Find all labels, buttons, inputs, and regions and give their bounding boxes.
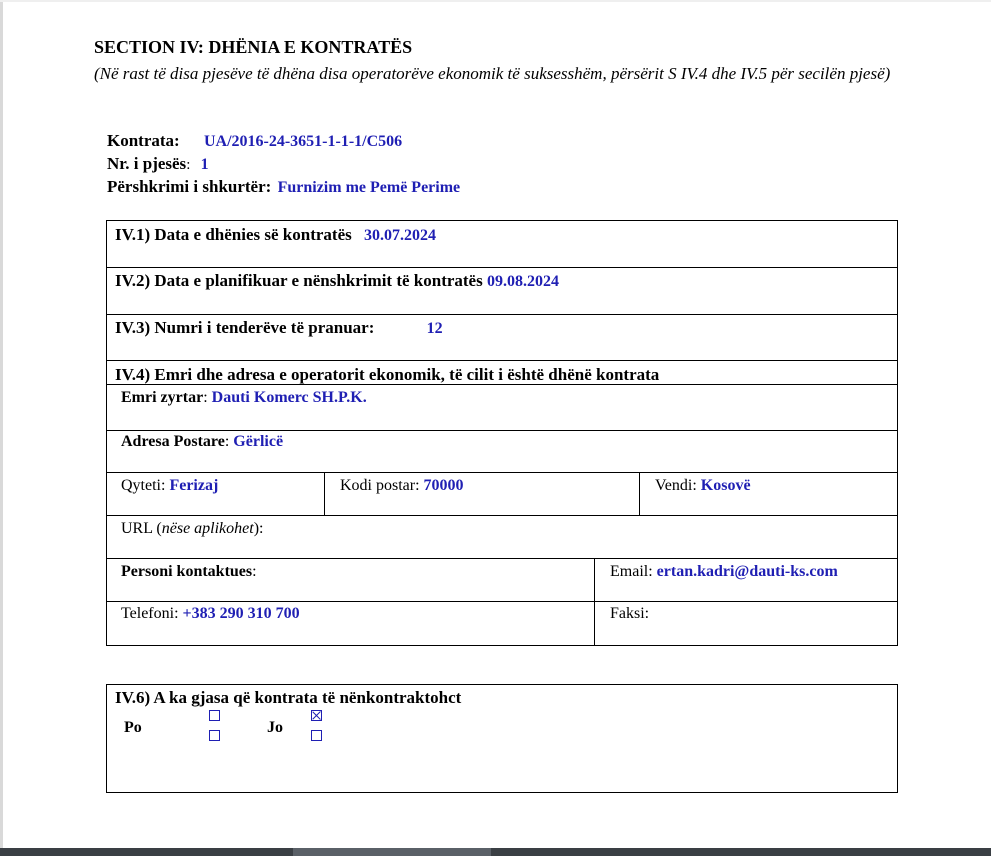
phone-label: Telefoni: bbox=[121, 605, 179, 622]
yes-label: Po bbox=[124, 719, 142, 736]
phone-cell bbox=[121, 605, 300, 623]
divider bbox=[324, 472, 325, 515]
divider bbox=[639, 472, 640, 515]
divider bbox=[594, 558, 595, 646]
postal-address-value: Gërlicë bbox=[233, 433, 284, 450]
iv2-date: 09.08.2024 bbox=[486, 273, 559, 290]
part-label-colon: : bbox=[186, 157, 191, 173]
divider bbox=[106, 515, 898, 516]
official-name-value: Dauti Komerc SH.P.K. bbox=[211, 389, 367, 406]
fax-cell bbox=[610, 605, 649, 623]
official-name-row: Emri zyrtar: Dauti Komerc SH.P.K. bbox=[121, 389, 367, 406]
city-label: Qyteti: bbox=[121, 477, 166, 494]
city-cell bbox=[121, 477, 218, 495]
contract-row bbox=[107, 131, 402, 151]
divider bbox=[106, 558, 898, 559]
url-row bbox=[121, 520, 263, 538]
contact-person-colon: : bbox=[252, 563, 257, 580]
iv2-label: IV.2) Data e planifikuar e nënshkrimit të kontratës bbox=[115, 271, 483, 290]
divider bbox=[106, 601, 898, 602]
page-edge bbox=[0, 0, 3, 856]
yes-checkbox[interactable] bbox=[209, 710, 220, 721]
phone-value: +383 290 310 700 bbox=[182, 605, 300, 622]
divider bbox=[106, 267, 898, 268]
description-value: Furnizim me Pemë Perime bbox=[277, 179, 461, 196]
country-cell bbox=[655, 477, 751, 495]
fax-label: Faksi: bbox=[610, 605, 650, 622]
postal-address-label: Adresa Postare bbox=[121, 433, 225, 450]
postal-address-row: Adresa Postare: Gërlicë bbox=[121, 433, 284, 450]
page-edge-top bbox=[0, 0, 991, 2]
divider bbox=[106, 430, 898, 431]
divider bbox=[106, 472, 898, 473]
section-title: SECTION IV: DHËNIA E KONTRATËS bbox=[94, 37, 413, 57]
url-label-hint: nëse aplikohet bbox=[161, 520, 254, 537]
description-label: Përshkrimi i shkurtër: bbox=[107, 177, 272, 196]
postcode-label: Kodi postar: bbox=[340, 477, 420, 494]
contact-person-label: Personi kontaktues bbox=[121, 563, 253, 580]
city-value: Ferizaj bbox=[169, 477, 219, 494]
divider bbox=[106, 360, 898, 361]
url-label-end: ): bbox=[253, 520, 264, 537]
iv2-row bbox=[115, 271, 559, 291]
iv3-count: 12 bbox=[426, 320, 443, 337]
country-label: Vendi: bbox=[655, 477, 697, 494]
iv1-row bbox=[115, 225, 436, 245]
iv3-label: IV.3) Numri i tenderëve të pranuar: bbox=[115, 318, 375, 337]
contact-person-row bbox=[121, 563, 257, 581]
no-label: Jo bbox=[267, 719, 283, 736]
email-value: ertan.kadri@dauti-ks.com bbox=[656, 563, 838, 580]
official-name-label: Emri zyrtar bbox=[121, 389, 204, 406]
email-label: Email: bbox=[610, 563, 653, 580]
iv3-row bbox=[115, 318, 443, 338]
no-checkbox-secondary[interactable] bbox=[311, 730, 322, 741]
postcode-cell bbox=[340, 477, 464, 495]
part-number: 1 bbox=[200, 156, 209, 173]
postcode-value: 70000 bbox=[423, 477, 464, 494]
url-label: URL ( bbox=[121, 520, 162, 537]
contract-number: UA/2016-24-3651-1-1-1/C506 bbox=[203, 133, 403, 150]
iv6-label: IV.6) A ka gjasa që kontrata të nënkontraktohct bbox=[115, 688, 462, 707]
part-label: Nr. i pjesës bbox=[107, 154, 187, 173]
no-checkbox-checked[interactable] bbox=[311, 710, 322, 721]
iv1-label: IV.1) Data e dhënies së kontratës bbox=[115, 225, 352, 244]
part-row bbox=[107, 154, 209, 174]
yes-checkbox-secondary[interactable] bbox=[209, 730, 220, 741]
iv1-date: 30.07.2024 bbox=[364, 227, 436, 244]
email-cell bbox=[610, 563, 838, 581]
iv4-heading: IV.4) Emri dhe adresa e operatorit ekonomik, të cilit i është dhënë kontrata bbox=[115, 365, 660, 384]
viewer-bottom-bar bbox=[0, 848, 991, 856]
divider bbox=[106, 314, 898, 315]
section-note: (Në rast të disa pjesëve të dhëna disa operatorëve ekonomik të suksesshëm, përsërit S IV.4 dhe IV.5 për secilën pjesë) bbox=[94, 64, 891, 83]
description-row bbox=[107, 177, 460, 197]
contract-label: Kontrata: bbox=[107, 131, 180, 150]
country-value: Kosovë bbox=[700, 477, 751, 494]
